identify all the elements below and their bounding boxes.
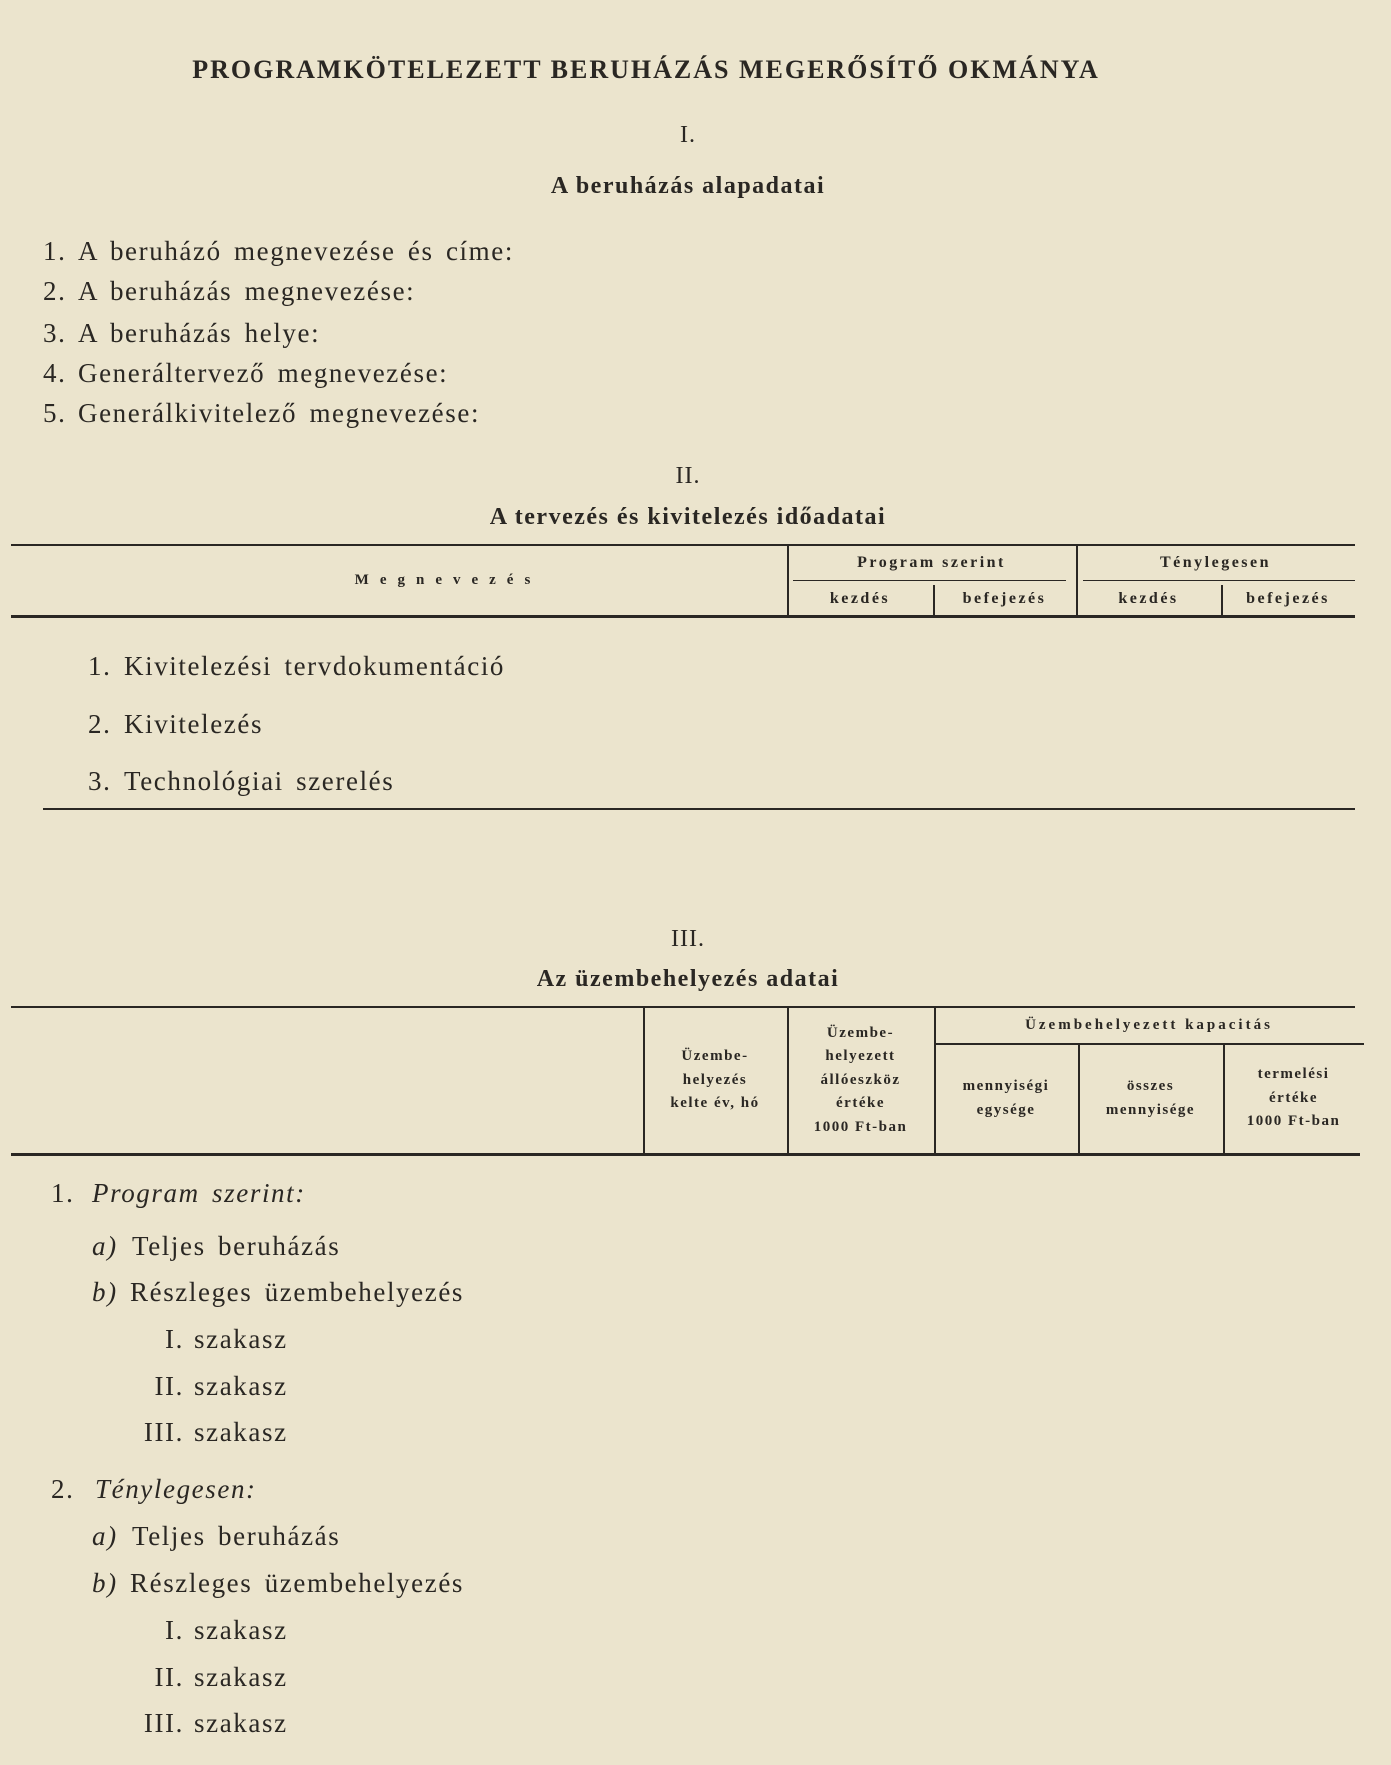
header-line: egysége [976, 1101, 1036, 1118]
item-label: Generálkivitelező megnevezése: [78, 398, 481, 428]
name-column-header [110, 546, 786, 616]
header-label: Program szerint [857, 554, 1006, 572]
list-number: 2. [51, 1474, 75, 1504]
header-line: 1000 Ft-ban [1246, 1113, 1341, 1130]
document-title: PROGRAMKÖTELEZETT BERUHÁZÁS MEGERŐSÍTŐ OKMÁNYA [192, 55, 1100, 84]
header-line: Üzembe- [826, 1024, 895, 1041]
phase-label: szakasz [194, 1324, 288, 1354]
program-start-header [787, 582, 933, 616]
list-item [92, 1229, 340, 1263]
phase-item [100, 1660, 288, 1694]
header-line: kelte év, hó [670, 1095, 760, 1112]
section-numeral: III. [671, 926, 705, 952]
actual-heading [51, 1472, 257, 1506]
list-item [92, 1566, 464, 1600]
list-marker: a) [92, 1521, 118, 1551]
phase-label: szakasz [194, 1708, 288, 1738]
production-value-header [1223, 1044, 1364, 1153]
phase-label: szakasz [194, 1417, 288, 1447]
basic-data-item [43, 356, 448, 390]
item-number: 1. [43, 236, 67, 266]
item-label: A beruházás megnevezése: [78, 276, 416, 306]
phase-item [100, 1613, 288, 1647]
phase-item [100, 1369, 288, 1403]
phase-marker: II. [154, 1371, 184, 1401]
table-header-rule [11, 1153, 1360, 1156]
section-numeral: I. [680, 122, 696, 148]
list-label: Részleges üzembehelyezés [130, 1568, 465, 1598]
list-item [92, 1275, 464, 1309]
capacity-group-header [934, 1008, 1364, 1043]
list-item [92, 1519, 340, 1553]
header-label: Ténylegesen [1159, 554, 1272, 572]
list-label: Teljes beruházás [132, 1231, 341, 1261]
list-marker: b) [92, 1277, 118, 1307]
phase-item [100, 1706, 288, 1740]
header-line: mennyiségi [962, 1078, 1050, 1094]
program-end-header [933, 582, 1076, 616]
list-marker: b) [92, 1568, 118, 1598]
list-label: Részleges üzembehelyezés [130, 1277, 465, 1307]
program-column-header [787, 546, 1076, 580]
asset-value-header [787, 1008, 934, 1153]
header-line: termelési [1257, 1066, 1330, 1083]
actual-end-header [1221, 582, 1355, 616]
phase-label: szakasz [194, 1371, 288, 1401]
header-line: 1000 Ft-ban [813, 1118, 908, 1135]
actual-start-header [1076, 582, 1221, 616]
header-line: állóeszköz [820, 1071, 901, 1088]
table-row [88, 707, 263, 741]
list-marker: a) [92, 1231, 118, 1261]
subheader-rule [793, 580, 1066, 581]
header-label: kezdés [829, 590, 891, 608]
commissioning-date-header [643, 1008, 787, 1153]
section-numeral: II. [675, 463, 701, 489]
list-number: 1. [51, 1178, 75, 1208]
actual-column-header [1076, 546, 1355, 580]
item-number: 4. [43, 358, 67, 388]
header-line: összes [1126, 1078, 1175, 1094]
list-label: Teljes beruházás [132, 1521, 341, 1551]
phase-label: szakasz [194, 1615, 288, 1645]
header-line: helyezés [682, 1071, 748, 1088]
plan-heading [51, 1176, 306, 1210]
row-label: Technológiai szerelés [124, 766, 395, 796]
section-heading: A tervezés és kivitelezés időadatai [489, 504, 887, 530]
header-label: befejezés [1246, 590, 1330, 608]
phase-marker: I. [165, 1615, 184, 1645]
phase-marker: I. [165, 1324, 184, 1354]
item-number: 2. [43, 276, 67, 306]
header-label: befejezés [962, 590, 1047, 608]
basic-data-item [43, 274, 415, 308]
header-label: kezdés [1118, 590, 1179, 608]
total-quantity-header [1078, 1044, 1223, 1153]
basic-data-item [43, 396, 480, 430]
item-number: 5. [43, 398, 67, 428]
list-label: Program szerint: [92, 1178, 306, 1208]
basic-data-item [43, 234, 514, 268]
row-label: Kivitelezési tervdokumentáció [124, 651, 506, 681]
phase-marker: III. [143, 1708, 184, 1738]
header-line: értéke [1269, 1089, 1318, 1106]
phase-marker: III. [143, 1417, 184, 1447]
phase-marker: II. [154, 1662, 184, 1692]
row-label: Kivitelezés [124, 709, 264, 739]
phase-item [100, 1415, 288, 1449]
table-row [88, 649, 505, 683]
row-number: 1. [88, 651, 112, 681]
table-row [88, 764, 394, 798]
item-number: 3. [43, 318, 67, 348]
row-number: 2. [88, 709, 112, 739]
item-label: A beruházás helye: [78, 318, 321, 348]
header-label: Megnevezés [354, 572, 542, 589]
table-bottom-rule [43, 808, 1355, 810]
header-line: mennyisége [1105, 1101, 1196, 1118]
list-label: Ténylegesen: [95, 1474, 257, 1504]
subheader-rule [1083, 580, 1355, 581]
header-line: Üzembe- [681, 1048, 749, 1065]
item-label: A beruházó megnevezése és címe: [78, 236, 514, 266]
header-line: helyezett [825, 1048, 896, 1065]
section-heading: A beruházás alapadatai [550, 173, 826, 199]
phase-label: szakasz [194, 1662, 288, 1692]
header-line: értéke [836, 1095, 885, 1112]
phase-item [100, 1322, 288, 1356]
unit-header [934, 1044, 1078, 1153]
item-label: Generáltervező megnevezése: [78, 358, 449, 388]
header-label: Üzembehelyezett kapacitás [1025, 1016, 1273, 1033]
basic-data-item [43, 316, 320, 350]
row-number: 3. [88, 766, 112, 796]
section-heading: Az üzembehelyezés adatai [536, 966, 840, 992]
